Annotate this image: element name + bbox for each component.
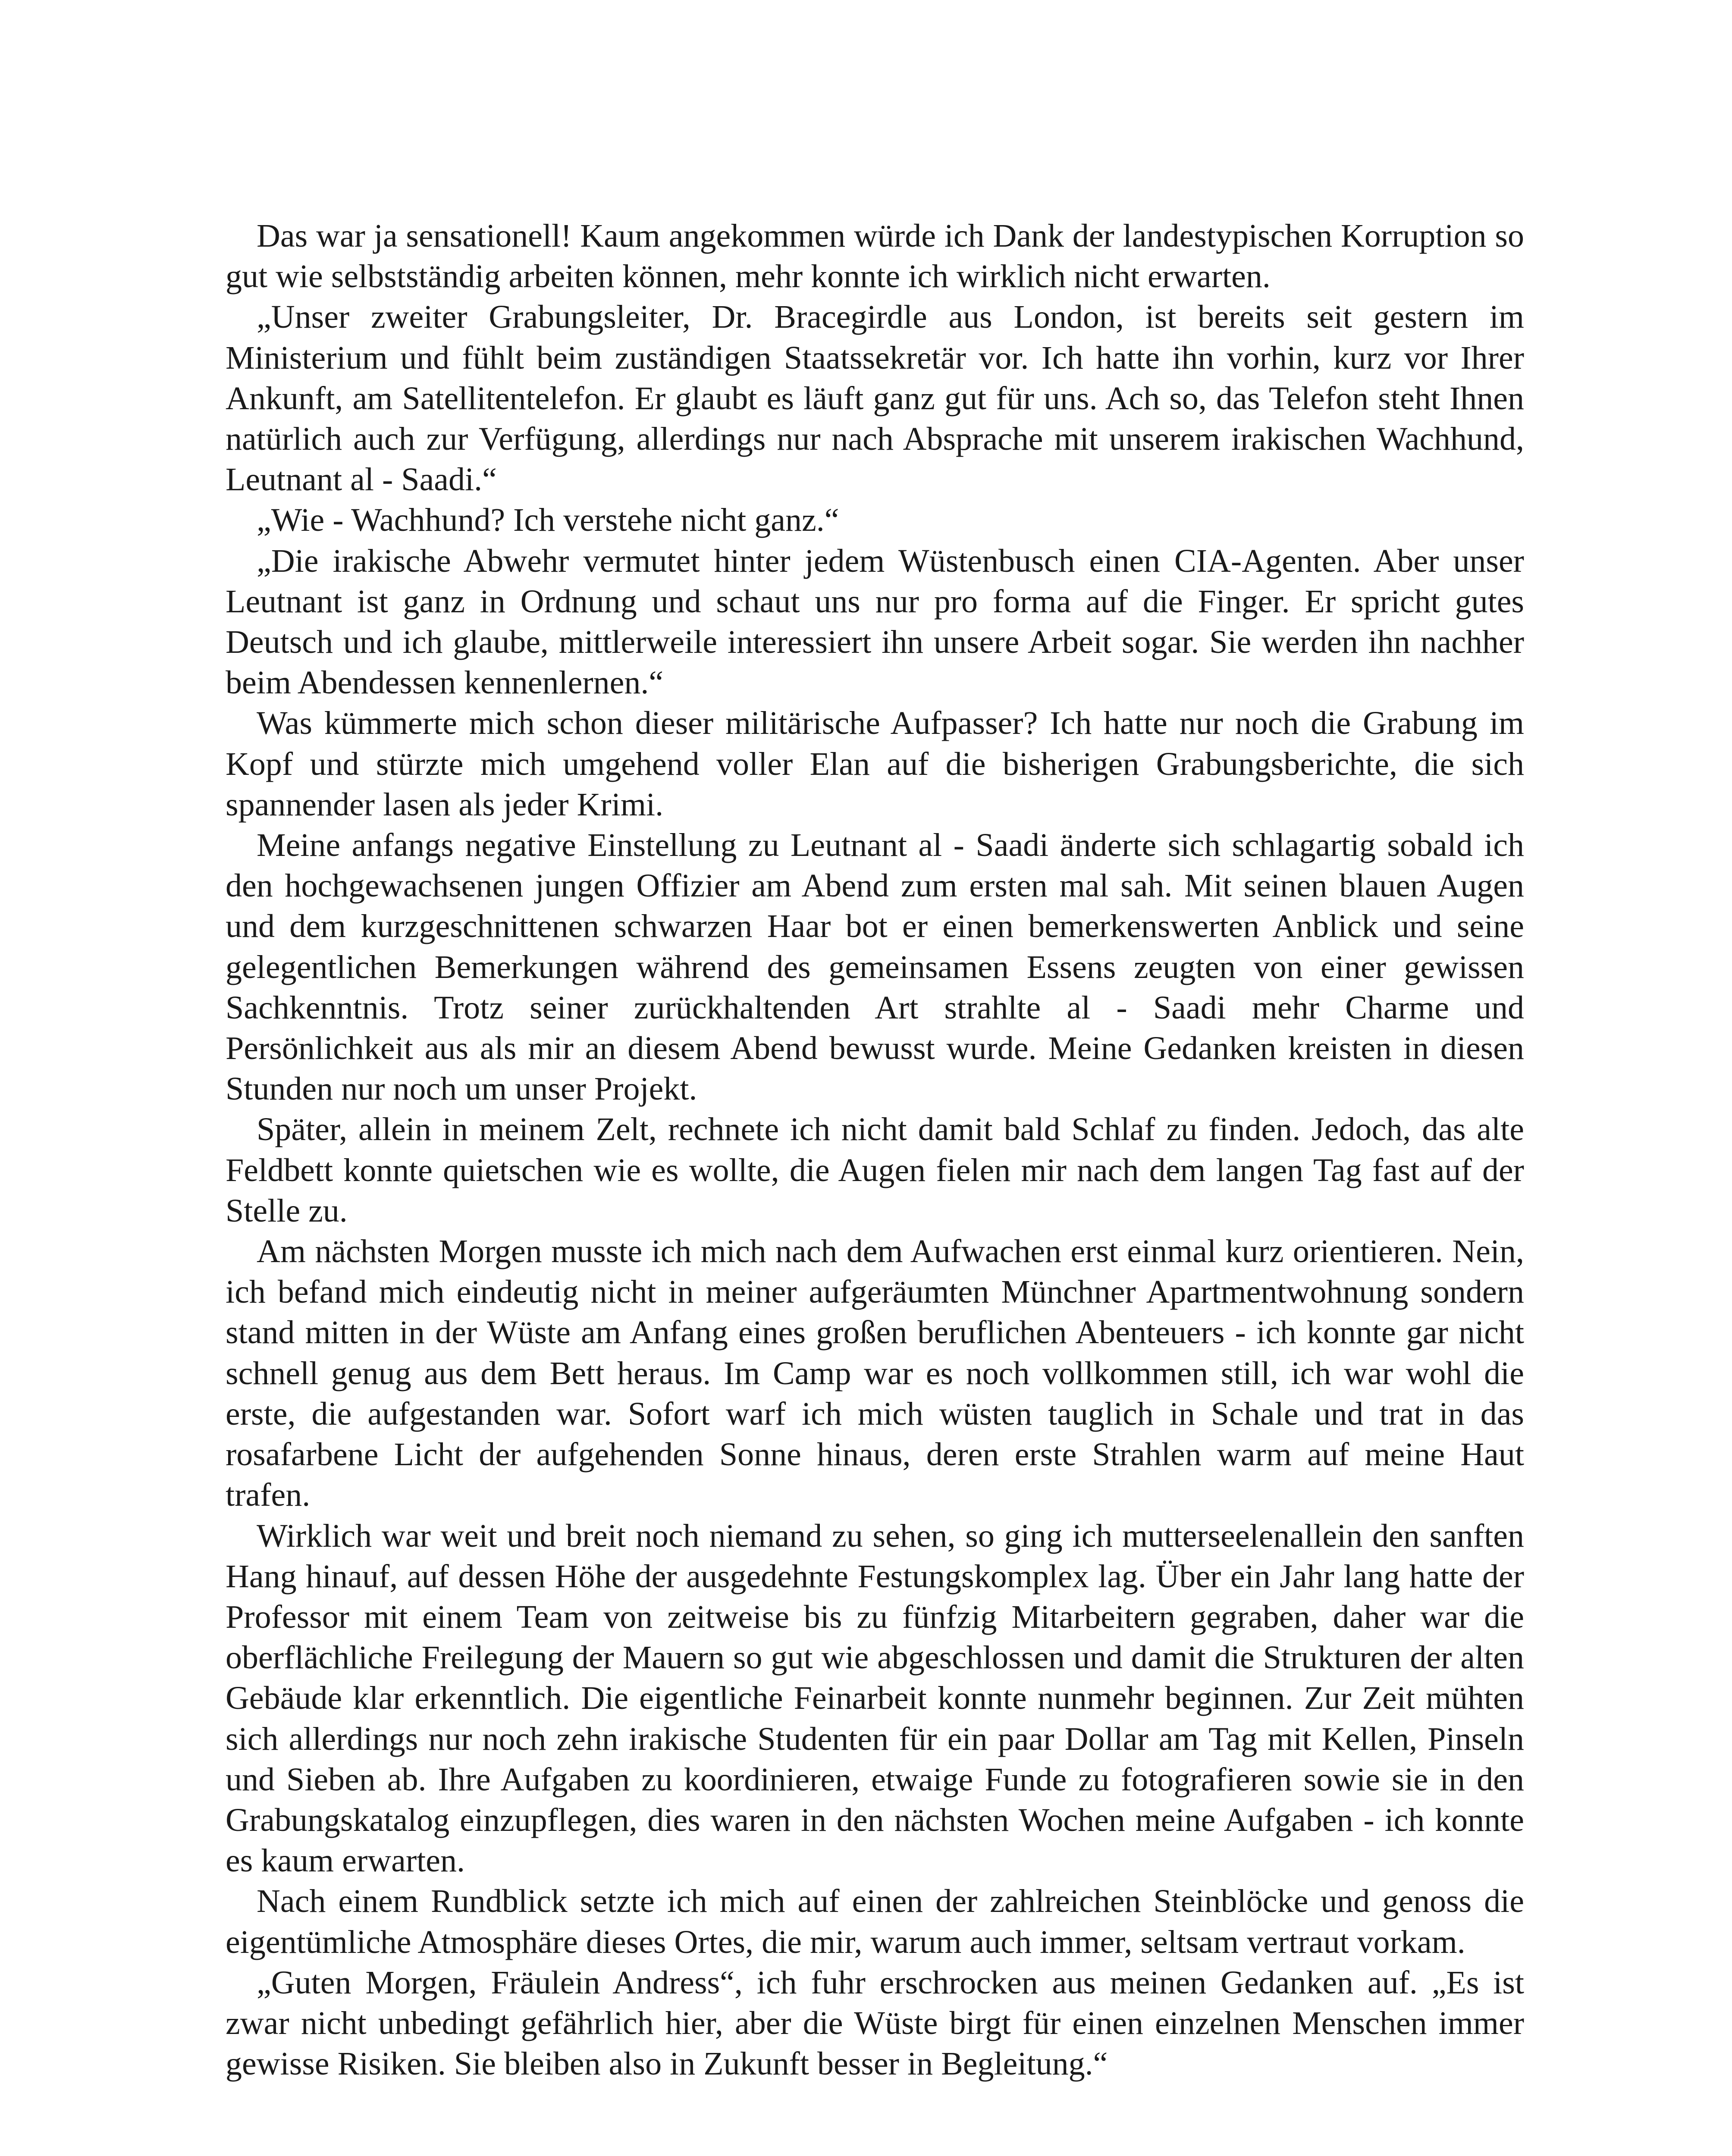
paragraph: „Guten Morgen, Fräulein Andress“, ich fuhr erschrocken aus meinen Gedanken auf. „Es ist zwar nicht unbedingt gefährlich hier, aber die Wüste birgt für einen einzelnen Menschen immer gewisse Risiken. Sie bleiben also in Zukunft besser in Begleitung.“ [226,1964,1524,2082]
paragraph: Nach einem Rundblick setzte ich mich auf einen der zahlreichen Steinblöcke und genoss die eigentümliche Atmosphäre dieses Ortes, die mir, warum auch immer, seltsam vertraut vorkam. [226,1883,1524,1960]
paragraph: Wirklich war weit und breit noch niemand zu sehen, so ging ich mutterseelenallein den sanften Hang hinauf, auf dessen Höhe der ausgedehnte Festungskomplex lag. Über ein Jahr lang hatte der Professor mit einem Team von zeitweise bis zu fünfzig Mitarbeitern gegraben, daher war die oberflächliche Freilegung der Mauern so gut wie abgeschlossen und damit die Strukturen der alten Gebäude klar erkenntlich. Die eigentliche Feinarbeit konnte nunmehr beginnen. Zur Zeit mühten sich allerdings nur noch zehn irakische Studenten für ein paar Dollar am Tag mit Kellen, Pinseln und Sieben ab. Ihre Aufgaben zu koordinieren, etwaige Funde zu fotografieren sowie sie in den Grabungskatalog einzupflegen, dies waren in den nächsten Wochen meine Aufgaben - ich konnte es kaum erwarten. [226,1517,1524,1879]
paragraph: „Wie - Wachhund? Ich verstehe nicht ganz.“ [257,502,839,539]
body-text [226,216,1524,2084]
paragraph: Meine anfangs negative Einstellung zu Leutnant al - Saadi änderte sich schlagartig sobald ich den hochgewachsenen jungen Offizier am Abend zum ersten mal sah. Mit seinen blauen Augen und dem kurzgeschnittenen schwarzen Haar bot er einen bemerkenswerten Anblick und seine gelegentlichen Bemerkungen während des gemeinsamen Essens zeugten von einer gewissen Sachkenntnis. Trotz seiner zurückhaltenden Art strahlte al - Saadi mehr Charme und Persönlichkeit aus als mir an diesem Abend bewusst wurde. Meine Gedanken kreisten in diesen Stunden nur noch um unser Projekt. [226,827,1524,1107]
paragraph: Was kümmerte mich schon dieser militärische Aufpasser? Ich hatte nur noch die Grabung im Kopf und stürzte mich umgehend voller Elan auf die bisherigen Grabungsberichte, die sich spannender lasen als jeder Krimi. [226,705,1524,823]
paragraph: Später, allein in meinem Zelt, rechnete ich nicht damit bald Schlaf zu finden. Jedoch, das alte Feldbett konnte quietschen wie es wollte, die Augen fielen mir nach dem langen Tag fast auf der Stelle zu. [226,1111,1524,1229]
paragraph: Das war ja sensationell! Kaum angekommen würde ich Dank der landestypischen Korruption so gut wie selbstständig arbeiten können, mehr konnte ich wirklich nicht erwarten. [226,218,1524,295]
paragraph: „Unser zweiter Grabungsleiter, Dr. Bracegirdle aus London, ist bereits seit gestern im Ministerium und fühlt beim zuständigen Staatssekretär vor. Ich hatte ihn vorhin, kurz vor Ihrer Ankunft, am Satellitentelefon. Er glaubt es läuft ganz gut für uns. Ach so, das Telefon steht Ihnen natürlich auch zur Verfügung, allerdings nur nach Absprache mit unserem irakischen Wachhund, Leutnant al - Saadi.“ [226,299,1524,498]
paragraph: „Die irakische Abwehr vermutet hinter jedem Wüstenbusch einen CIA-Agenten. Aber unser Leutnant ist ganz in Ordnung und schaut uns nur pro forma auf die Finger. Er spricht gutes Deutsch und ich glaube, mittlerweile interessiert ihn unsere Arbeit sogar. Sie werden ihn nachher beim Abendessen kennenlernen.“ [226,542,1524,701]
paragraph: Am nächsten Morgen musste ich mich nach dem Aufwachen erst einmal kurz orientieren. Nein, ich befand mich eindeutig nicht in meiner aufgeräumten Münchner Apartmentwohnung sondern stand mitten in der Wüste am Anfang eines großen beruflichen Abenteuers - ich konnte gar nicht schnell genug aus dem Bett heraus. Im Camp war es noch vollkommen still, ich war wohl die erste, die aufgestanden war. Sofort warf ich mich wüsten tauglich in Schale und trat in das rosafarbene Licht der aufgehenden Sonne hinaus, deren erste Strahlen warm auf meine Haut trafen. [226,1233,1524,1514]
